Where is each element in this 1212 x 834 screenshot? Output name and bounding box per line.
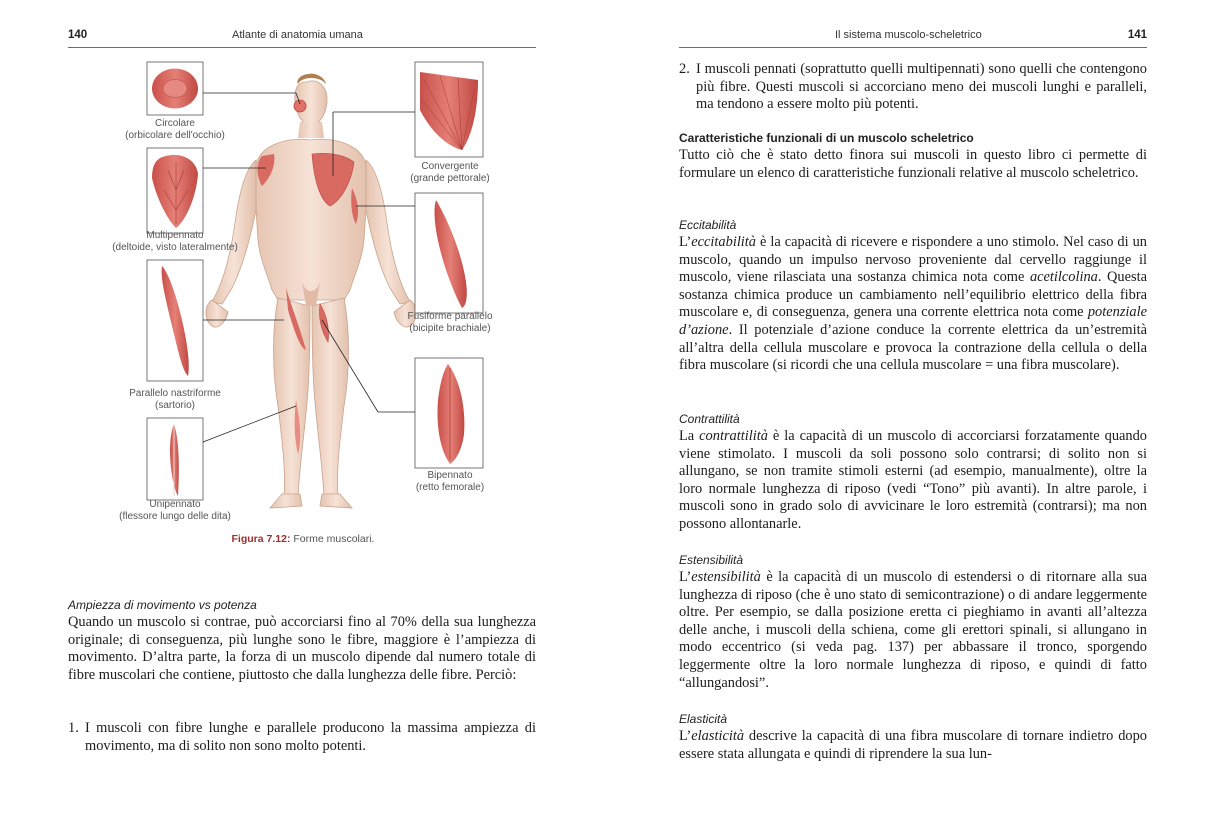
running-title: Il sistema muscolo-scheletrico xyxy=(835,29,982,41)
label-convergente: Convergente (grande pettorale) xyxy=(410,161,490,184)
inset-convergente xyxy=(415,62,483,157)
inset-multipennato xyxy=(147,148,203,233)
list-item-1 xyxy=(68,720,536,755)
label-parallelo-nastriforme: Parallelo nastriforme (sartorio) xyxy=(129,388,221,411)
list-number-1: 1. xyxy=(68,720,79,736)
inset-parallelo-nastriforme xyxy=(147,260,203,381)
heading-estensibilita: Estensibilità xyxy=(679,553,744,567)
paragraph-ampiezza: Quando un muscolo si contrae, può accorciarsi fino al 70% della sua lunghezza originale; di conseguenza, più lunghe sono le fibre, maggiore è l’ampiezza di movimento. D’altra parte, la forza di un muscolo dipende dal numero totale di fibre muscolari che contiene, piuttosto che dalla lunghezza delle fibre. Perciò: xyxy=(68,614,536,683)
heading-elasticita: Elasticità xyxy=(679,712,728,726)
heading-contrattilita: Contrattilità xyxy=(679,412,740,426)
paragraph-eccitabilita: L’eccitabilità è la capacità di ricevere e rispondere a uno stimolo. Nel caso di un muscolo, quando un impulso nervoso proveniente dal cervello raggiunge il muscolo, viene rilasciata una sostanza chimica nota come acetilcolina. Questa sostanza chimica produce un cambiamento nell’equilibrio elettrico della fibra muscolare e, di conseguenza, genera una corrente elettrica nota come potenziale d’azione. Il potenziale d’azione conduce la corrente elettrica da un’estremità all’altra della cellula muscolare e provoca la contrazione della cellula o della fibra muscolare (si ricordi che una cellula muscolare = una fibra muscolare). xyxy=(679,234,1147,374)
figure-illustration xyxy=(0,50,606,550)
running-header xyxy=(68,27,536,48)
label-circolare: Circolare (orbicolare dell'occhio) xyxy=(125,118,225,141)
paragraph-contrattilita: La contrattilità è la capacità di un muscolo di accorciarsi forzatamente quando viene stimolato. I muscoli da soli possono solo contrarsi; di solito non si allungano, se non tramite stimoli esterni (ad esempio, manualmente), oltre la loro normale lunghezza di riposo (vedi “Tono” più avanti). In altre parole, i muscoli sono in grado solo di avvicinare le loro estremità (contrarsi); ma non possono allontanarle. xyxy=(679,428,1147,532)
muscle-shapes-figure xyxy=(0,50,606,550)
paragraph-elasticita: L’elasticità descrive la capacità di una fibra muscolare di tornare indietro dopo essere stata allungata e quindi di riprendere la sua lun- xyxy=(679,728,1147,762)
page-number: 140 xyxy=(68,29,88,41)
paragraph-estensibilita: L’estensibilità è la capacità di un muscolo di estendersi o di ritornare alla sua lunghezza di riposo (che è uno stato di semicontrazione) o di andare leggermente oltre. Per esempio, se dalla posizione eretta ci pieghiamo in avanti all’altezza delle anche, i muscoli della schiena, come gli erettori spinali, si allungano in modo eccentrico (si veda pag. 137) per abbassare il tronco, sporgendo leggermente oltre la loro normale lunghezza di riposo, e quindi di fatto “allungandosi”. xyxy=(679,569,1147,691)
section-heading-ampiezza: Ampiezza di movimento vs potenza xyxy=(68,598,257,612)
label-multipennato: Multipennato (deltoide, visto lateralmente) xyxy=(112,230,238,253)
label-fusiforme-parallelo: Fusiforme parallelo (bicipite brachiale) xyxy=(407,311,493,334)
page-number: 141 xyxy=(1127,29,1147,41)
figure-caption xyxy=(0,533,606,545)
inset-fusiforme xyxy=(415,193,483,313)
list-number-2: 2. xyxy=(679,61,690,77)
label-unipennato: Unipennato (flessore lungo delle dita) xyxy=(119,499,231,522)
list-text-2: I muscoli pennati (soprattutto quelli multipennati) sono quelli che contengono più fibre. Questi muscoli si accorciano meno dei muscoli lunghi e paralleli, ma tendono a essere molto più potenti. xyxy=(696,61,1147,113)
inset-circolare xyxy=(147,62,203,115)
right-page xyxy=(606,0,1212,834)
running-title: Atlante di anatomia umana xyxy=(232,29,363,41)
list-text-1: I muscoli con fibre lunghe e parallele producono la massima ampiezza di movimento, ma di solito non sono molto potenti. xyxy=(85,720,536,754)
figure-caption-label: Figura 7.12: xyxy=(231,533,291,545)
section-heading-caratteristiche: Caratteristiche funzionali di un muscolo scheletrico xyxy=(679,131,974,145)
list-item-2 xyxy=(679,61,1147,114)
running-header xyxy=(679,27,1147,48)
figure-caption-text: Forme muscolari. xyxy=(290,533,375,545)
heading-eccitabilita: Eccitabilità xyxy=(679,218,737,232)
inset-unipennato xyxy=(147,418,203,500)
human-figure xyxy=(206,74,416,508)
paragraph-intro: Tutto ciò che è stato detto finora sui muscoli in questo libro ci permette di formulare un elenco di caratteristiche funzionali relative al muscolo scheletrico. xyxy=(679,147,1147,181)
label-bipennato: Bipennato (retto femorale) xyxy=(415,470,485,493)
inset-bipennato xyxy=(415,358,483,468)
